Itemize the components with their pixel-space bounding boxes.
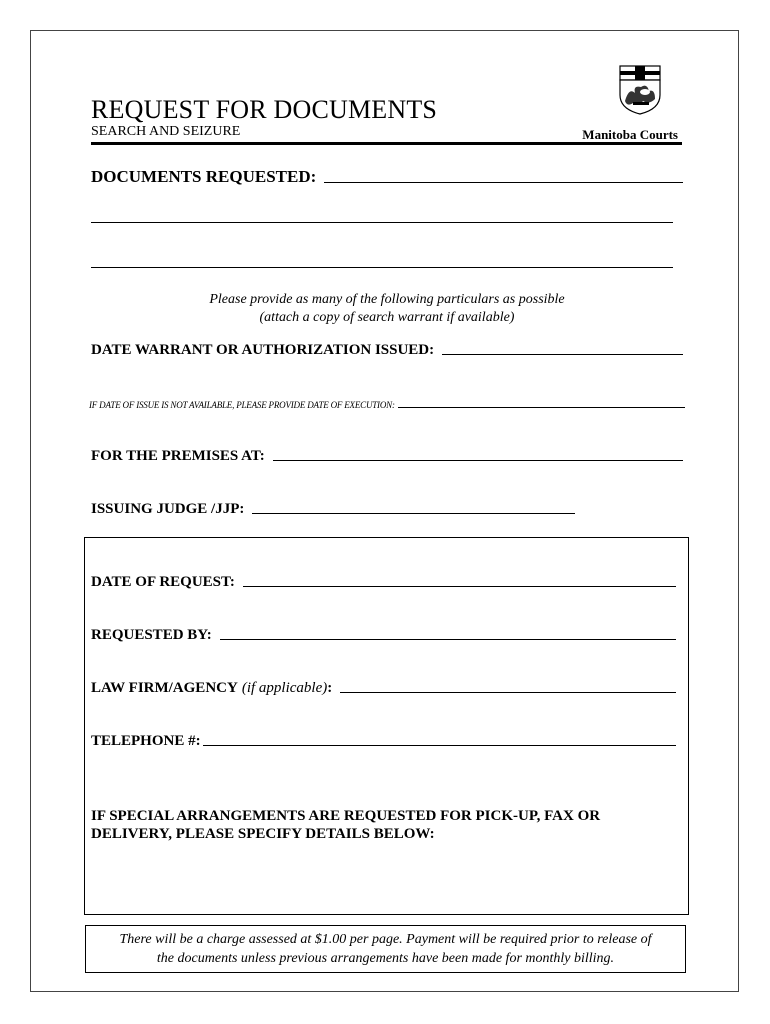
documents-requested-row (91, 167, 683, 187)
instructions-line-2: (attach a copy of search warrant if available) (259, 310, 515, 325)
judge-field[interactable] (252, 513, 575, 514)
telephone-row (91, 733, 676, 750)
date-of-request-field[interactable] (243, 586, 676, 587)
requested-by-label: REQUESTED BY: (91, 627, 212, 643)
manitoba-coat-of-arms-icon (619, 65, 661, 115)
date-execution-label: IF DATE OF ISSUE IS NOT AVAILABLE, PLEASE PROVIDE DATE OF EXECUTION: (89, 400, 395, 410)
law-firm-colon: : (327, 680, 333, 696)
premises-label: FOR THE PREMISES AT: (91, 448, 265, 464)
premises-field[interactable] (273, 460, 683, 461)
special-arrangements-details-field[interactable] (91, 847, 676, 907)
law-firm-label: LAW FIRM/AGENCY (91, 680, 238, 696)
special-arrangements-line-1: IF SPECIAL ARRANGEMENTS ARE REQUESTED FOR PICK-UP, FAX OR (91, 808, 601, 824)
charge-notice-line-1: There will be a charge assessed at $1.00 per page. Payment will be required prior to release of (119, 932, 652, 947)
law-firm-row (91, 680, 676, 697)
date-issued-label: DATE WARRANT OR AUTHORIZATION ISSUED: (91, 342, 435, 358)
requested-by-field[interactable] (220, 639, 676, 640)
requested-by-row (91, 627, 676, 644)
judge-label: ISSUING JUDGE /JJP: (91, 501, 245, 517)
organization-name: Manitoba Courts (582, 127, 678, 142)
law-firm-field[interactable] (340, 692, 676, 693)
date-execution-field[interactable] (398, 407, 685, 408)
judge-row (91, 501, 575, 518)
premises-row (91, 448, 683, 465)
charge-notice-line-2: the documents unless previous arrangements have been made for monthly billing. (156, 951, 615, 966)
documents-requested-field[interactable] (324, 182, 683, 183)
special-arrangements-text (91, 807, 676, 843)
page-subtitle: SEARCH AND SEIZURE (91, 124, 241, 139)
instructions-line-1: Please provide as many of the following particulars as possible (209, 292, 565, 307)
telephone-label: TELEPHONE #: (91, 733, 201, 749)
special-arrangements-line-2: DELIVERY, PLEASE SPECIFY DETAILS BELOW: (91, 826, 435, 842)
documents-requested-label: DOCUMENTS REQUESTED: (91, 167, 317, 186)
date-of-request-label: DATE OF REQUEST: (91, 574, 235, 590)
documents-requested-line-2[interactable] (91, 222, 673, 223)
date-issued-row (91, 342, 683, 359)
date-of-request-row (91, 574, 676, 591)
page-title: REQUEST FOR DOCUMENTS (91, 95, 438, 124)
date-issued-field[interactable] (442, 354, 683, 355)
law-firm-qualifier: (if applicable) (241, 680, 328, 696)
charge-notice-box (85, 925, 686, 973)
telephone-field[interactable] (203, 745, 676, 746)
date-execution-row (89, 400, 685, 410)
form-page (30, 30, 739, 992)
documents-requested-line-3[interactable] (91, 267, 673, 268)
header-rule (91, 142, 682, 145)
